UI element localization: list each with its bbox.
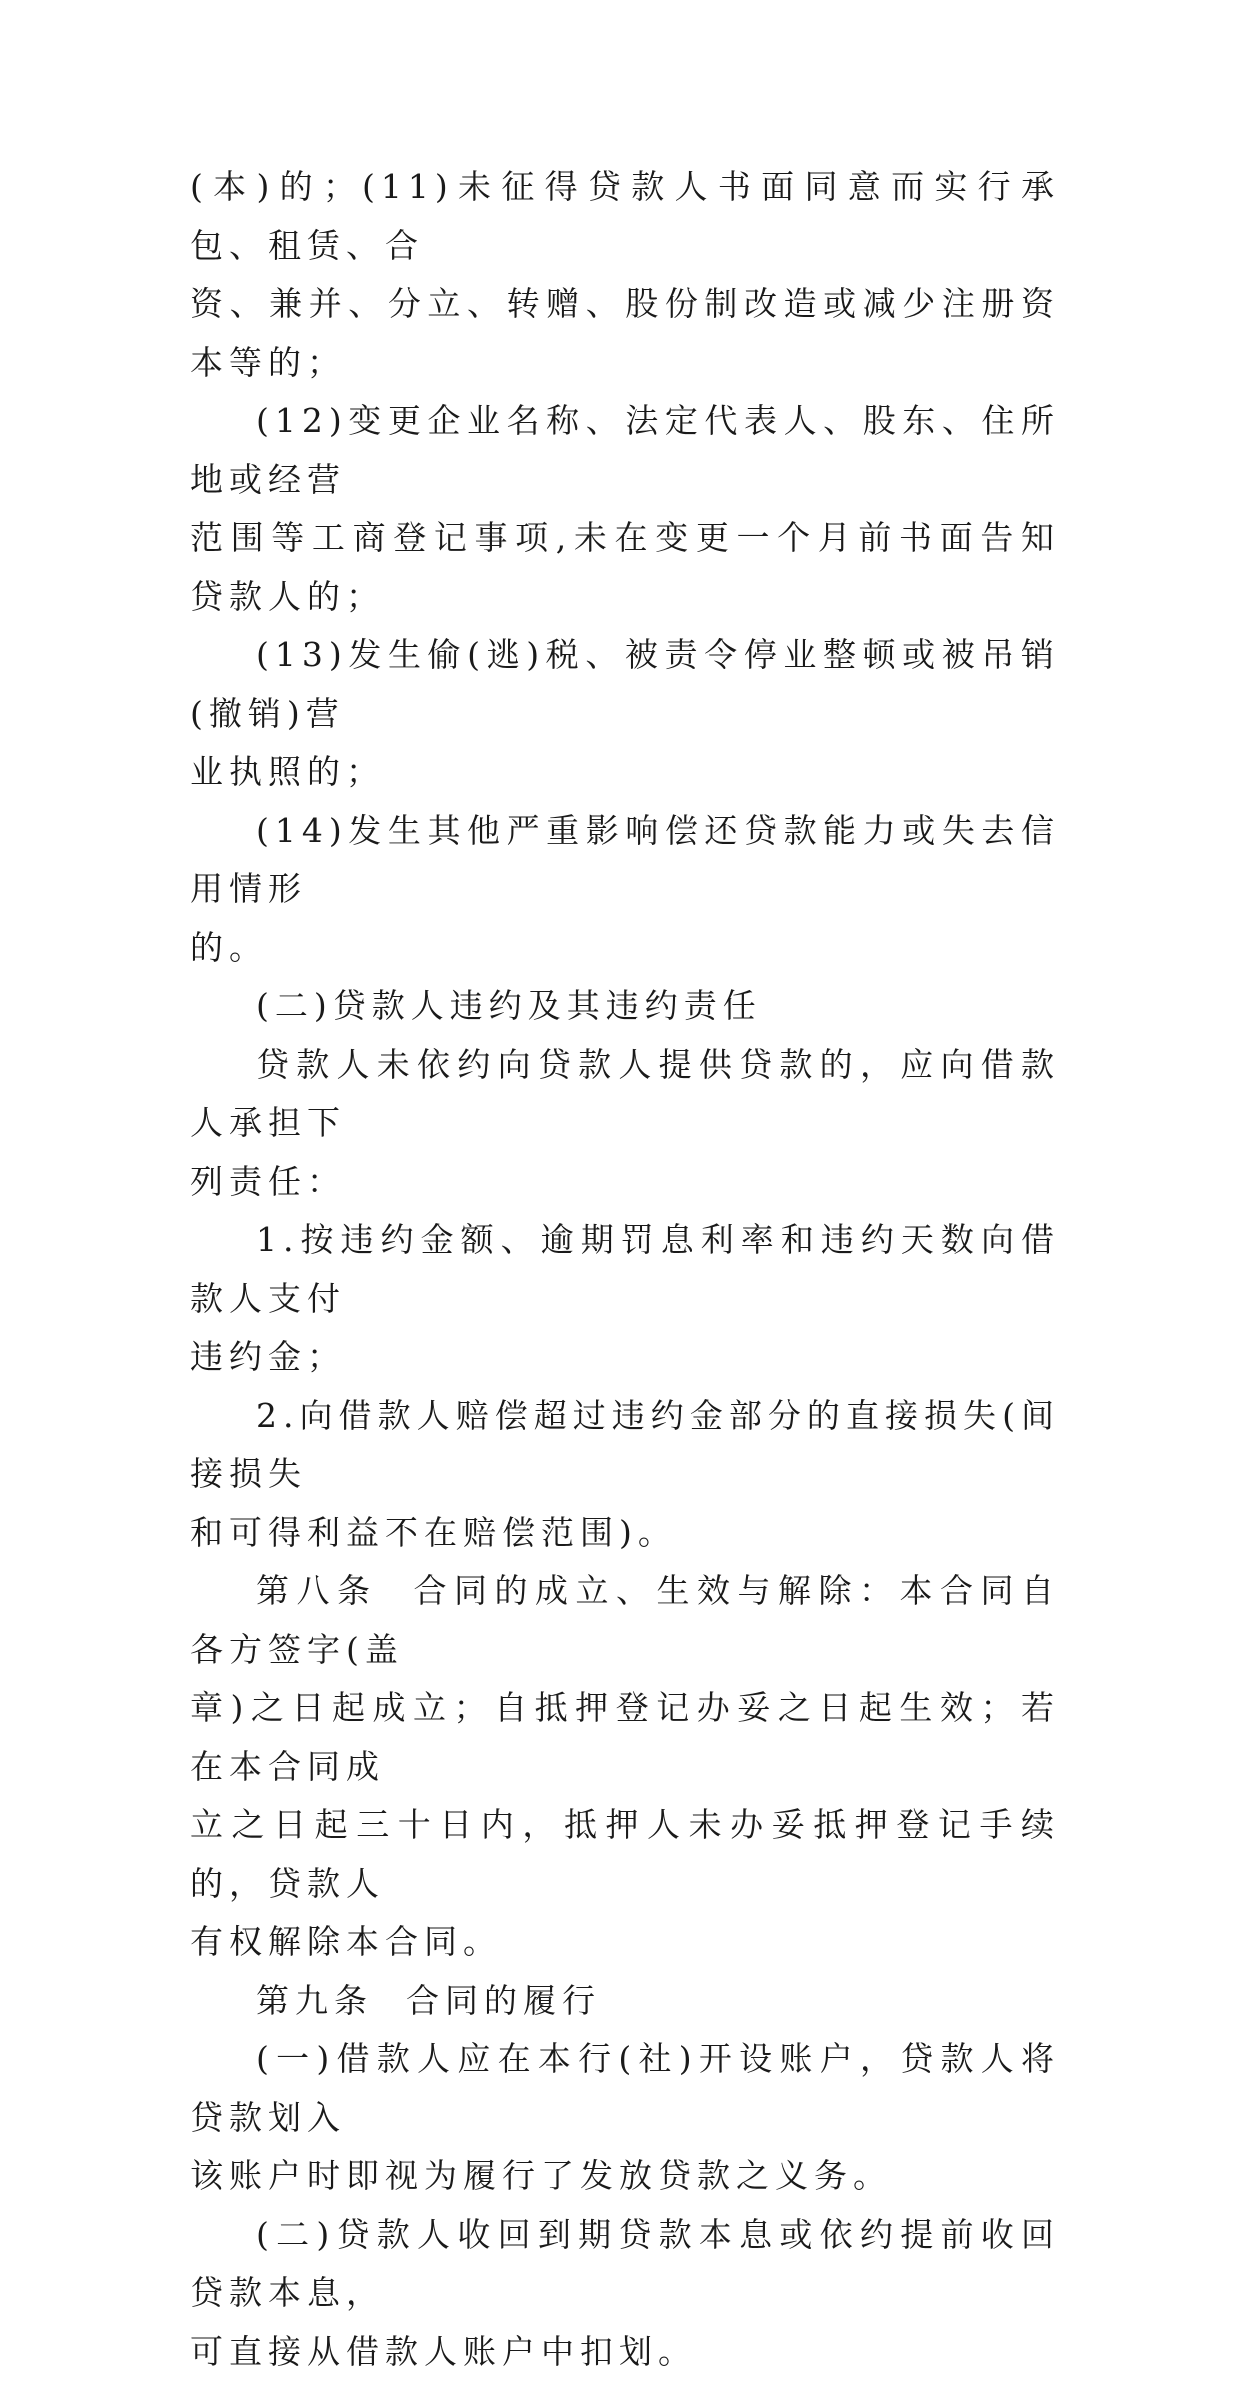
text-line: 立之日起三十日内，抵押人未办妥抵押登记手续的，贷款人	[190, 1796, 1060, 1913]
list-item: 1.按违约金额、逾期罚息利率和违约天数向借款人支付	[190, 1211, 1060, 1328]
text-line: (12)变更企业名称、法定代表人、股东、住所地或经营	[190, 392, 1060, 509]
text-line: 贷款人未依约向贷款人提供贷款的，应向借款人承担下	[190, 1036, 1060, 1153]
text-line: 章)之日起成立；自抵押登记办妥之日起生效；若在本合同成	[190, 1679, 1060, 1796]
article-heading: 第九条 合同的履行	[190, 1972, 1060, 2031]
text-line: 资、兼并、分立、转赠、股份制改造或减少注册资本等的；	[190, 275, 1060, 392]
text-line: 该账户时即视为履行了发放贷款之义务。	[190, 2147, 1060, 2206]
text-line: 违约金；	[190, 1328, 1060, 1387]
text-line: 的。	[190, 919, 1060, 978]
text-line: (14)发生其他严重影响偿还贷款能力或失去信用情形	[190, 802, 1060, 919]
text-line: (一)借款人应在本行(社)开设账户，贷款人将贷款划入	[190, 2030, 1060, 2147]
text-line: 有权解除本合同。	[190, 1913, 1060, 1972]
document-body	[190, 158, 1060, 2381]
text-line: 和可得利益不在赔偿范围)。	[190, 1504, 1060, 1563]
text-line: 范围等工商登记事项,未在变更一个月前书面告知贷款人的；	[190, 509, 1060, 626]
text-line: 可直接从借款人账户中扣划。	[190, 2323, 1060, 2381]
section-heading: (二)贷款人违约及其违约责任	[190, 977, 1060, 1036]
text-line: (13)发生偷(逃)税、被责令停业整顿或被吊销(撤销)营	[190, 626, 1060, 743]
text-line: (本)的；(11)未征得贷款人书面同意而实行承包、租赁、合	[190, 158, 1060, 275]
article-heading: 第八条 合同的成立、生效与解除：本合同自各方签字(盖	[190, 1562, 1060, 1679]
list-item: 2.向借款人赔偿超过违约金部分的直接损失(间接损失	[190, 1387, 1060, 1504]
text-line: 列责任：	[190, 1153, 1060, 1212]
text-line: (二)贷款人收回到期贷款本息或依约提前收回贷款本息，	[190, 2206, 1060, 2323]
text-line: 业执照的；	[190, 743, 1060, 802]
